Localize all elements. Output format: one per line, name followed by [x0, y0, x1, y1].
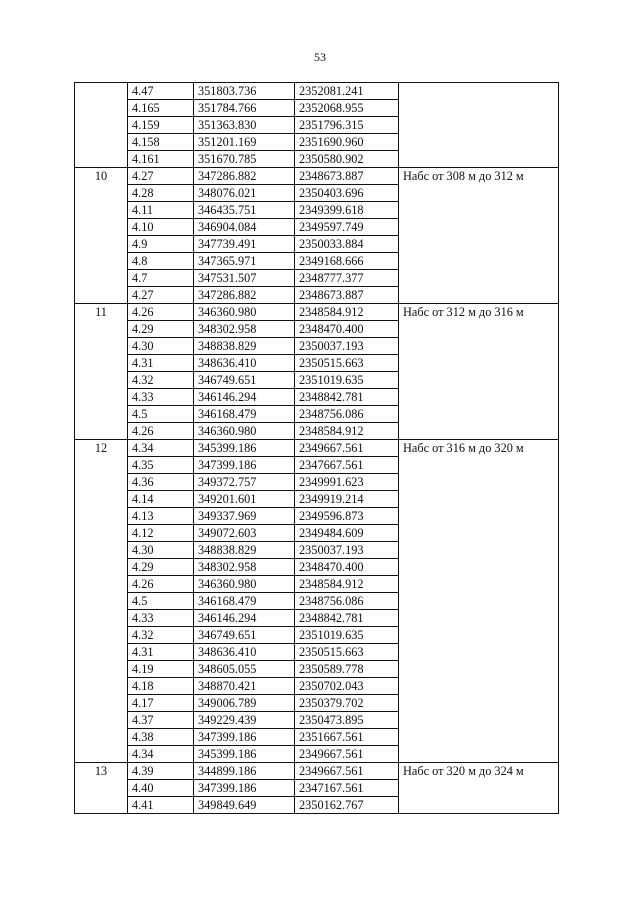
x-coordinate-cell: 347286.882	[194, 287, 295, 304]
point-id-cell: 4.29	[128, 321, 194, 338]
y-coordinate-cell: 2348842.781	[295, 389, 399, 406]
x-coordinate-cell: 346360.980	[194, 576, 295, 593]
table-row	[75, 304, 559, 321]
y-coordinate-cell: 2348777.377	[295, 270, 399, 287]
y-coordinate-cell: 2349168.666	[295, 253, 399, 270]
coordinates-table	[74, 82, 559, 814]
point-id-cell: 4.39	[128, 763, 194, 780]
y-coordinate-cell: 2349919.214	[295, 491, 399, 508]
point-id-cell: 4.34	[128, 440, 194, 457]
point-id-cell: 4.7	[128, 270, 194, 287]
point-id-cell: 4.29	[128, 559, 194, 576]
point-id-cell: 4.30	[128, 542, 194, 559]
zone-number-cell: 10	[75, 168, 128, 304]
point-id-cell: 4.17	[128, 695, 194, 712]
y-coordinate-cell: 2351019.635	[295, 372, 399, 389]
elevation-range-cell: Набс от 320 м до 324 м	[399, 763, 559, 814]
y-coordinate-cell: 2351690.960	[295, 134, 399, 151]
point-id-cell: 4.28	[128, 185, 194, 202]
point-id-cell: 4.8	[128, 253, 194, 270]
x-coordinate-cell: 346749.651	[194, 627, 295, 644]
point-id-cell: 4.158	[128, 134, 194, 151]
point-id-cell: 4.19	[128, 661, 194, 678]
point-id-cell: 4.5	[128, 593, 194, 610]
y-coordinate-cell: 2348584.912	[295, 304, 399, 321]
y-coordinate-cell: 2350473.895	[295, 712, 399, 729]
point-id-cell: 4.41	[128, 797, 194, 814]
y-coordinate-cell: 2349597.749	[295, 219, 399, 236]
x-coordinate-cell: 346749.651	[194, 372, 295, 389]
y-coordinate-cell: 2352081.241	[295, 83, 399, 100]
x-coordinate-cell: 348302.958	[194, 559, 295, 576]
y-coordinate-cell: 2351019.635	[295, 627, 399, 644]
y-coordinate-cell: 2348756.086	[295, 406, 399, 423]
y-coordinate-cell: 2349667.561	[295, 763, 399, 780]
y-coordinate-cell: 2350379.702	[295, 695, 399, 712]
x-coordinate-cell: 346168.479	[194, 406, 295, 423]
x-coordinate-cell: 345399.186	[194, 746, 295, 763]
point-id-cell: 4.31	[128, 355, 194, 372]
x-coordinate-cell: 348605.055	[194, 661, 295, 678]
x-coordinate-cell: 348636.410	[194, 355, 295, 372]
x-coordinate-cell: 346435.751	[194, 202, 295, 219]
x-coordinate-cell: 346146.294	[194, 610, 295, 627]
y-coordinate-cell: 2348584.912	[295, 576, 399, 593]
y-coordinate-cell: 2347667.561	[295, 457, 399, 474]
y-coordinate-cell: 2349667.561	[295, 440, 399, 457]
page-number: 53	[314, 50, 326, 64]
y-coordinate-cell: 2349484.609	[295, 525, 399, 542]
x-coordinate-cell: 351363.830	[194, 117, 295, 134]
point-id-cell: 4.11	[128, 202, 194, 219]
y-coordinate-cell: 2348584.912	[295, 423, 399, 440]
y-coordinate-cell: 2349991.623	[295, 474, 399, 491]
point-id-cell: 4.27	[128, 287, 194, 304]
y-coordinate-cell: 2348673.887	[295, 168, 399, 185]
x-coordinate-cell: 344899.186	[194, 763, 295, 780]
x-coordinate-cell: 349229.439	[194, 712, 295, 729]
point-id-cell: 4.26	[128, 304, 194, 321]
zone-number-cell	[75, 83, 128, 168]
point-id-cell: 4.37	[128, 712, 194, 729]
point-id-cell: 4.165	[128, 100, 194, 117]
point-id-cell: 4.38	[128, 729, 194, 746]
x-coordinate-cell: 349849.649	[194, 797, 295, 814]
y-coordinate-cell: 2351667.561	[295, 729, 399, 746]
x-coordinate-cell: 346168.479	[194, 593, 295, 610]
y-coordinate-cell: 2349399.618	[295, 202, 399, 219]
y-coordinate-cell: 2350403.696	[295, 185, 399, 202]
x-coordinate-cell: 346360.980	[194, 423, 295, 440]
point-id-cell: 4.10	[128, 219, 194, 236]
point-id-cell: 4.26	[128, 576, 194, 593]
x-coordinate-cell: 349372.757	[194, 474, 295, 491]
x-coordinate-cell: 349201.601	[194, 491, 295, 508]
y-coordinate-cell: 2350580.902	[295, 151, 399, 168]
zone-number-cell: 12	[75, 440, 128, 763]
y-coordinate-cell: 2350515.663	[295, 355, 399, 372]
x-coordinate-cell: 348076.021	[194, 185, 295, 202]
x-coordinate-cell: 347399.186	[194, 780, 295, 797]
y-coordinate-cell: 2348470.400	[295, 559, 399, 576]
y-coordinate-cell: 2350515.663	[295, 644, 399, 661]
x-coordinate-cell: 351803.736	[194, 83, 295, 100]
point-id-cell: 4.40	[128, 780, 194, 797]
x-coordinate-cell: 351784.766	[194, 100, 295, 117]
table-row	[75, 168, 559, 185]
point-id-cell: 4.18	[128, 678, 194, 695]
y-coordinate-cell: 2350702.043	[295, 678, 399, 695]
y-coordinate-cell: 2350162.767	[295, 797, 399, 814]
point-id-cell: 4.32	[128, 627, 194, 644]
point-id-cell: 4.31	[128, 644, 194, 661]
y-coordinate-cell: 2350589.778	[295, 661, 399, 678]
x-coordinate-cell: 346360.980	[194, 304, 295, 321]
elevation-range-cell: Набс от 316 м до 320 м	[399, 440, 559, 763]
x-coordinate-cell: 348302.958	[194, 321, 295, 338]
x-coordinate-cell: 347531.507	[194, 270, 295, 287]
point-id-cell: 4.32	[128, 372, 194, 389]
point-id-cell: 4.14	[128, 491, 194, 508]
point-id-cell: 4.34	[128, 746, 194, 763]
point-id-cell: 4.13	[128, 508, 194, 525]
point-id-cell: 4.5	[128, 406, 194, 423]
y-coordinate-cell: 2350033.884	[295, 236, 399, 253]
zone-number-cell: 13	[75, 763, 128, 814]
y-coordinate-cell: 2348673.887	[295, 287, 399, 304]
y-coordinate-cell: 2348470.400	[295, 321, 399, 338]
point-id-cell: 4.26	[128, 423, 194, 440]
x-coordinate-cell: 345399.186	[194, 440, 295, 457]
table-row	[75, 440, 559, 457]
coordinates-table-body	[75, 83, 559, 814]
x-coordinate-cell: 351670.785	[194, 151, 295, 168]
x-coordinate-cell: 347399.186	[194, 729, 295, 746]
point-id-cell: 4.159	[128, 117, 194, 134]
point-id-cell: 4.30	[128, 338, 194, 355]
x-coordinate-cell: 346904.084	[194, 219, 295, 236]
elevation-range-cell: Набс от 312 м до 316 м	[399, 304, 559, 440]
point-id-cell: 4.9	[128, 236, 194, 253]
y-coordinate-cell: 2349596.873	[295, 508, 399, 525]
point-id-cell: 4.35	[128, 457, 194, 474]
point-id-cell: 4.47	[128, 83, 194, 100]
elevation-range-cell	[399, 83, 559, 168]
zone-number-cell: 11	[75, 304, 128, 440]
y-coordinate-cell: 2348842.781	[295, 610, 399, 627]
x-coordinate-cell: 349337.969	[194, 508, 295, 525]
x-coordinate-cell: 349072.603	[194, 525, 295, 542]
table-row	[75, 763, 559, 780]
point-id-cell: 4.27	[128, 168, 194, 185]
point-id-cell: 4.33	[128, 389, 194, 406]
elevation-range-cell: Набс от 308 м до 312 м	[399, 168, 559, 304]
x-coordinate-cell: 347399.186	[194, 457, 295, 474]
y-coordinate-cell: 2352068.955	[295, 100, 399, 117]
x-coordinate-cell: 348870.421	[194, 678, 295, 695]
y-coordinate-cell: 2350037.193	[295, 542, 399, 559]
x-coordinate-cell: 347365.971	[194, 253, 295, 270]
x-coordinate-cell: 347286.882	[194, 168, 295, 185]
y-coordinate-cell: 2348756.086	[295, 593, 399, 610]
x-coordinate-cell: 348838.829	[194, 338, 295, 355]
point-id-cell: 4.33	[128, 610, 194, 627]
y-coordinate-cell: 2347167.561	[295, 780, 399, 797]
point-id-cell: 4.36	[128, 474, 194, 491]
x-coordinate-cell: 349006.789	[194, 695, 295, 712]
y-coordinate-cell: 2351796.315	[295, 117, 399, 134]
x-coordinate-cell: 351201.169	[194, 134, 295, 151]
x-coordinate-cell: 346146.294	[194, 389, 295, 406]
x-coordinate-cell: 347739.491	[194, 236, 295, 253]
x-coordinate-cell: 348636.410	[194, 644, 295, 661]
point-id-cell: 4.12	[128, 525, 194, 542]
x-coordinate-cell: 348838.829	[194, 542, 295, 559]
y-coordinate-cell: 2350037.193	[295, 338, 399, 355]
point-id-cell: 4.161	[128, 151, 194, 168]
y-coordinate-cell: 2349667.561	[295, 746, 399, 763]
table-row	[75, 83, 559, 100]
